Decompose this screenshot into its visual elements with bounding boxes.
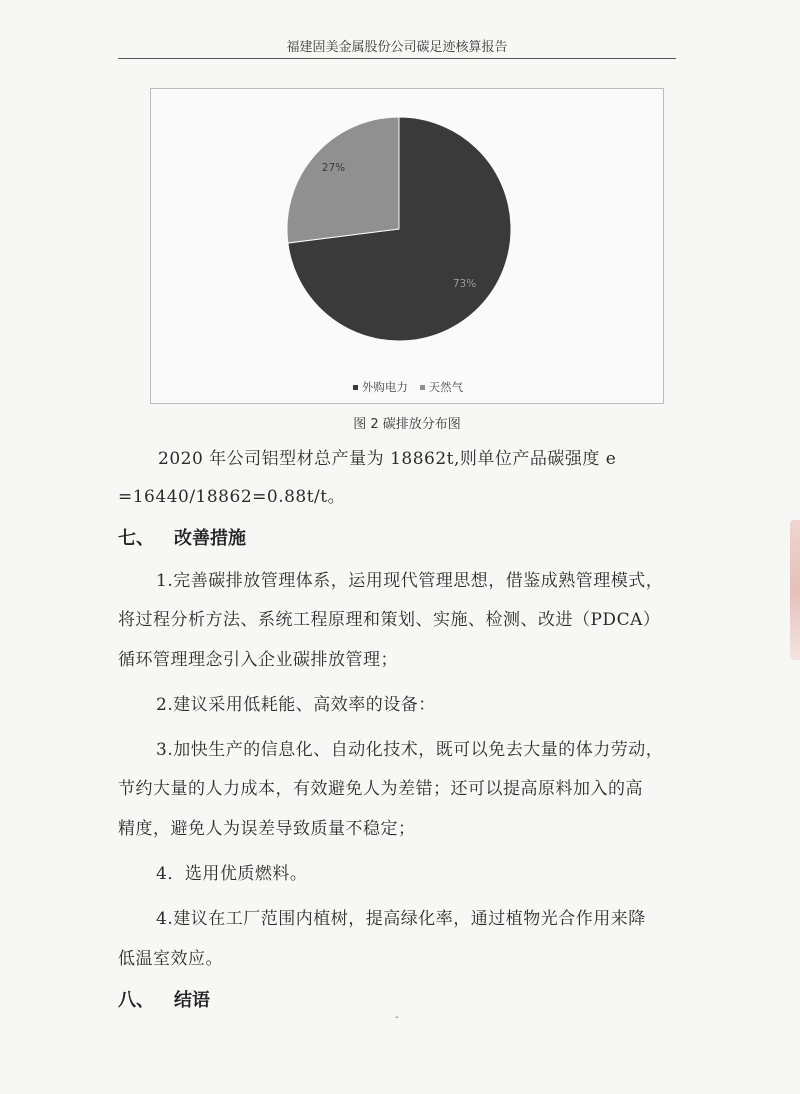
intensity-line-1: 2020 年公司铝型材总产量为 18862t,则单位产品碳强度 e xyxy=(158,449,617,469)
legend-swatch-gas xyxy=(420,385,425,390)
measure-3-line-3: 精度，避免人为误差导致质量不稳定； xyxy=(118,819,416,839)
legend-item-electricity xyxy=(353,379,408,395)
legend-swatch-electricity xyxy=(353,385,358,390)
section-8-title: 结语 xyxy=(174,990,210,1011)
figure-caption: 图 2 碳排放分布图 xyxy=(353,417,461,432)
measure-5-line-2: 低温室效应。 xyxy=(118,949,223,969)
pie-slice-gas xyxy=(287,117,399,243)
measure-1-line-3: 循环管理理念引入企业碳排放管理； xyxy=(118,650,398,670)
measure-3-line-2: 节约大量的人力成本，有效避免人为差错；还可以提高原料加入的高 xyxy=(118,779,643,799)
header-rule xyxy=(118,58,676,59)
pie-chart-svg xyxy=(151,89,665,379)
pie-label-gas: 27% xyxy=(321,162,346,175)
intensity-line-2: =16440/18862=0.88t/t。 xyxy=(118,487,346,507)
chart-legend xyxy=(151,379,665,395)
measure-3-line-1: 3.加快生产的信息化、自动化技术，既可以免去大量的体力劳动， xyxy=(156,740,664,760)
measure-1-line-2: 将过程分析方法、系统工程原理和策划、实施、检测、改进（PDCA） xyxy=(118,610,661,630)
measure-2-line-1: 2.建议采用低耗能、高效率的设备： xyxy=(156,695,436,715)
legend-label-gas: 天然气 xyxy=(428,380,464,394)
measure-1-line-1: 1.完善碳排放管理体系，运用现代管理思想，借鉴成熟管理模式， xyxy=(156,571,664,591)
page-header: 福建固美金属股份公司碳足迹核算报告 xyxy=(286,40,508,55)
section-8-number: 八、 xyxy=(118,990,154,1011)
legend-label-electricity: 外购电力 xyxy=(361,380,408,394)
intensity-paragraph xyxy=(118,442,688,476)
pie-label-electricity: 73% xyxy=(452,277,477,290)
section-7-title: 改善措施 xyxy=(174,528,246,549)
legend-item-gas xyxy=(420,379,464,395)
measure-4-line-1: 4．选用优质燃料。 xyxy=(156,864,308,884)
section-7-number: 七、 xyxy=(118,528,154,549)
measure-5-line-1: 4.建议在工厂范围内植树，提高绿化率，通过植物光合作用来降 xyxy=(156,909,646,929)
intensity-paragraph-cont xyxy=(118,480,688,514)
section-8-heading xyxy=(118,986,210,1012)
page-mark: - xyxy=(395,1012,399,1023)
seal-stamp-edge xyxy=(790,520,800,660)
pie-chart xyxy=(150,88,664,404)
section-7-heading xyxy=(118,524,246,550)
